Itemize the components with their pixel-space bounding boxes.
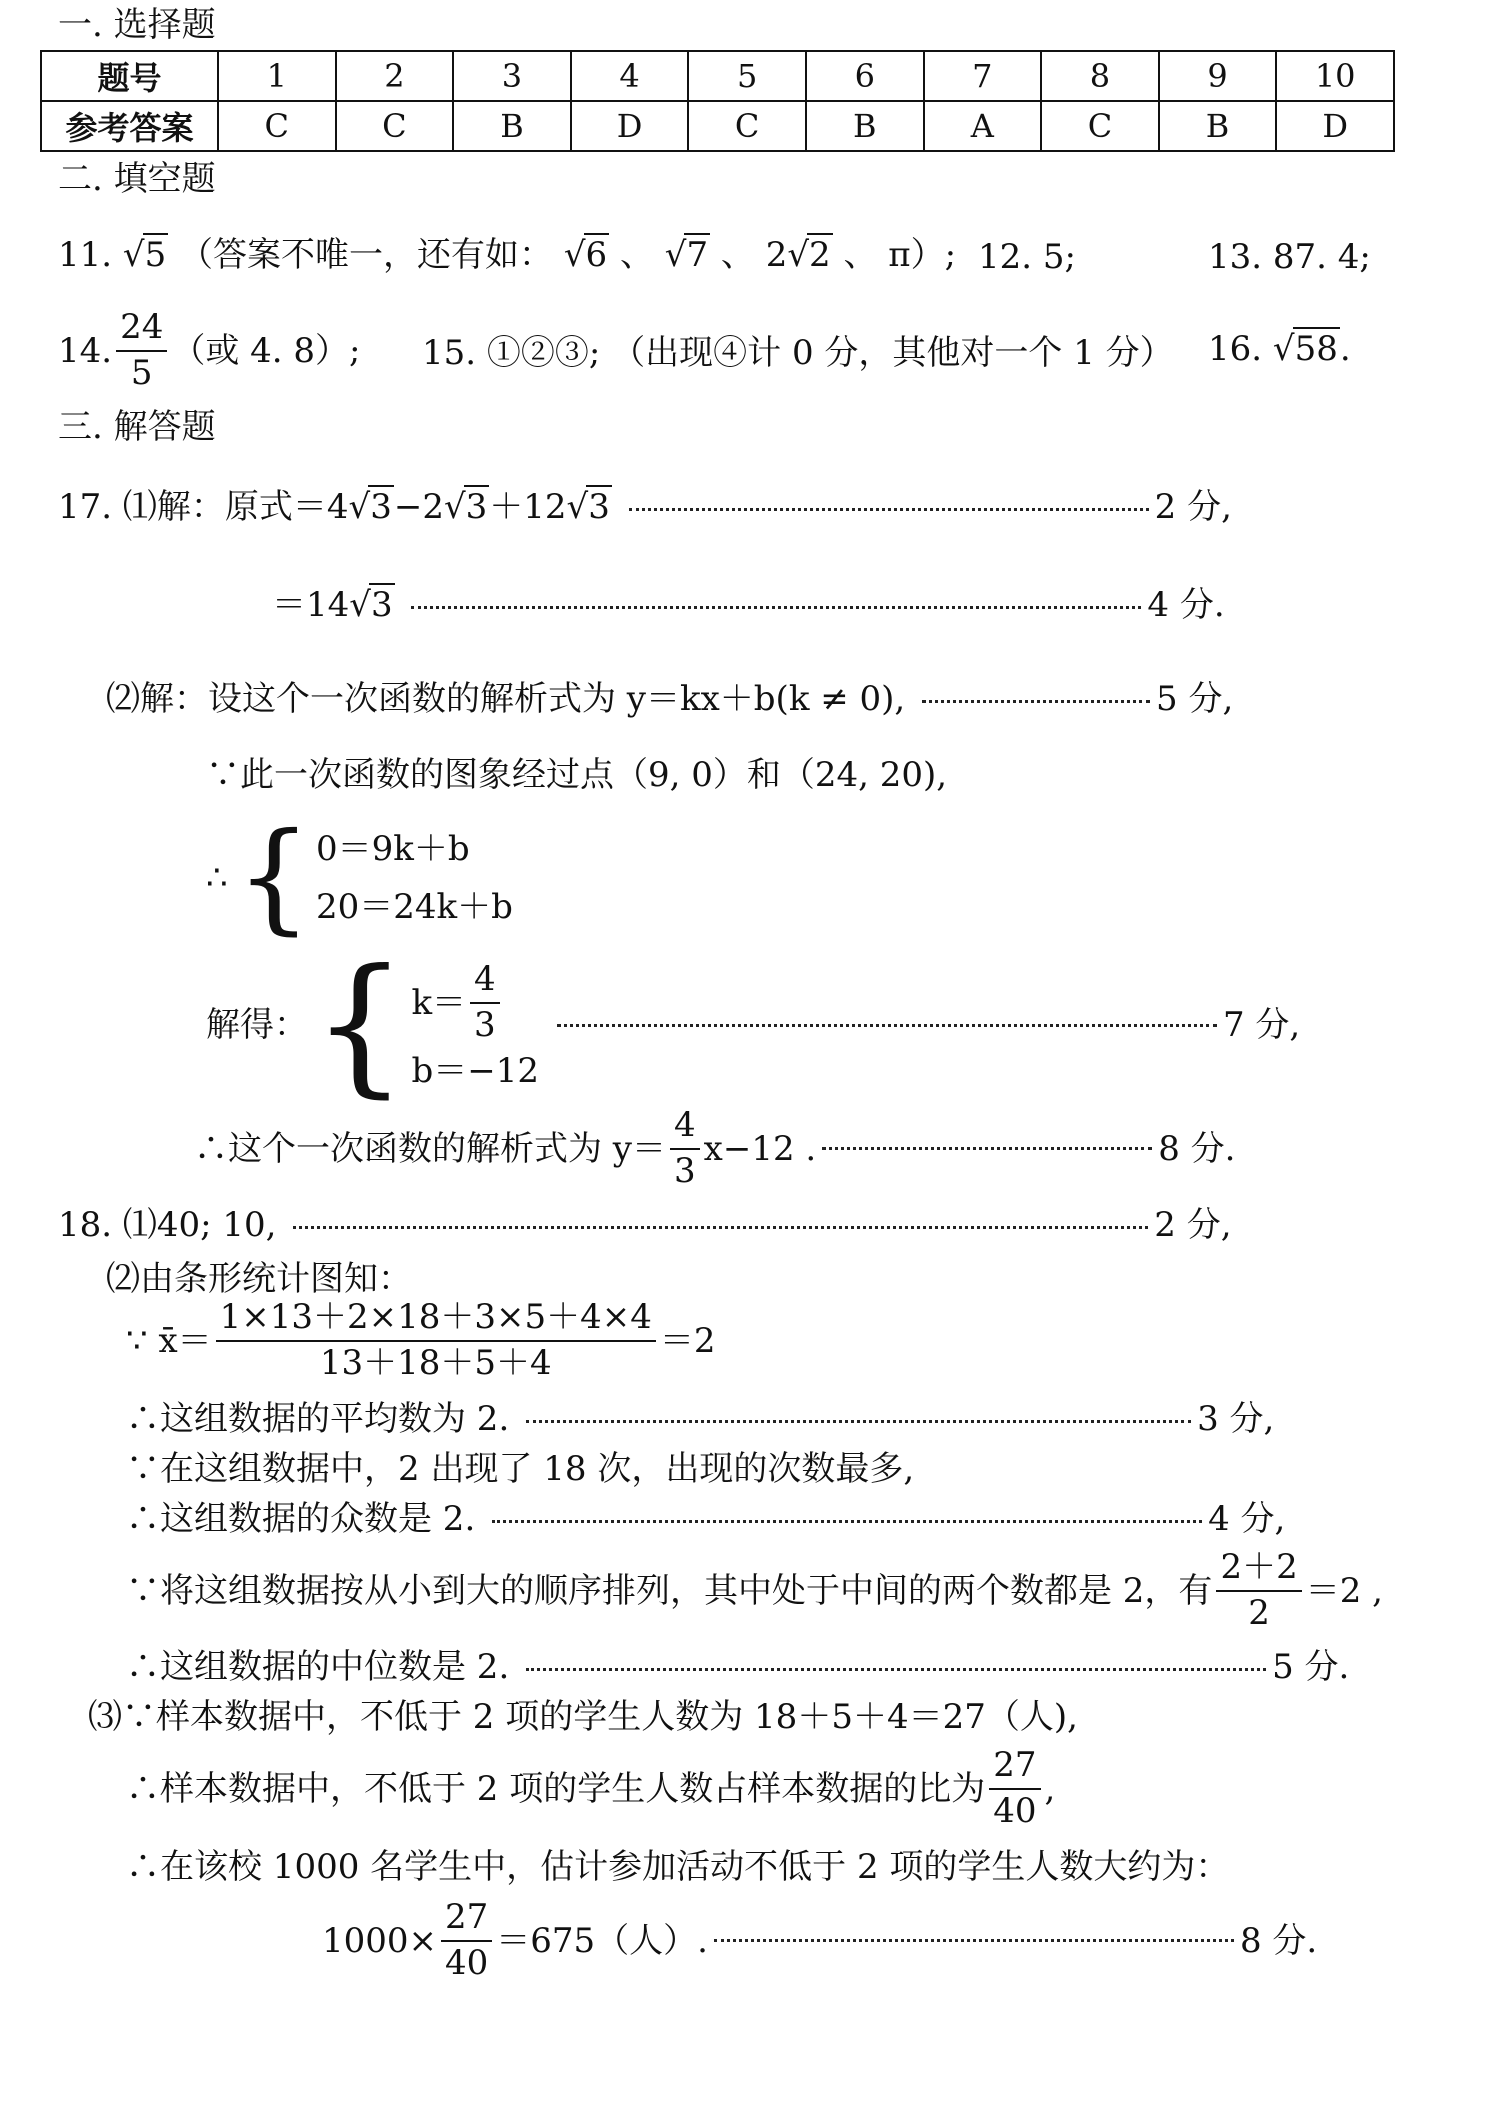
- sqrt-symbol: √: [122, 235, 145, 275]
- separator: 、: [619, 235, 654, 275]
- table-cell: 1: [218, 51, 336, 101]
- section-title-choice: 一. 选择题: [58, 5, 216, 45]
- fraction: [1216, 1547, 1301, 1633]
- table-cell: D: [1276, 101, 1394, 151]
- dotted-leader: [714, 1939, 1234, 1942]
- q14-tail: （或 4. 8）;: [171, 330, 361, 371]
- therefore-symbol: ∴: [206, 858, 228, 898]
- q18-mode-result: [126, 1499, 1286, 1539]
- score: 4 分.: [1147, 585, 1225, 625]
- table-cell: 6: [806, 51, 924, 101]
- numerator: 24: [116, 310, 167, 352]
- numerator: 2＋2: [1216, 1550, 1301, 1592]
- equation: 0＝9k＋b: [316, 829, 470, 869]
- radicand: 6: [585, 235, 608, 275]
- expr-text: ＝2: [659, 1320, 716, 1361]
- table-cell: A: [924, 101, 1042, 151]
- table-cell: 2: [336, 51, 454, 101]
- q18-mean-formula: [126, 1297, 716, 1383]
- table-cell: 10: [1276, 51, 1394, 101]
- table-cell: 3: [453, 51, 571, 101]
- q18-part3-line1: ⑶∵样本数据中，不低于 2 项的学生人数为 18＋5＋4＝27（人),: [88, 1697, 1078, 1737]
- q18-part3-final: [322, 1897, 1318, 1983]
- answer-q14: [58, 307, 361, 393]
- q11-tail: 、 π）;: [843, 235, 957, 275]
- expr-text: ,: [1044, 1768, 1056, 1809]
- answer-q16: [1208, 329, 1351, 369]
- denominator: 3: [474, 1005, 496, 1045]
- expr-text: ∵将这组数据按从小到大的顺序排列，其中处于中间的两个数都是 2，有: [126, 1570, 1213, 1611]
- table-cell: C: [1041, 101, 1159, 151]
- dotted-leader: [922, 700, 1150, 703]
- solutions: [411, 959, 539, 1091]
- fraction: [989, 1745, 1040, 1831]
- expr-text: 17. ⑴解：原式＝4: [58, 487, 349, 527]
- expr-text: ∴这组数据的中位数是 2.: [126, 1647, 510, 1687]
- q17-part1-line1: [58, 487, 1232, 527]
- score: 5 分,: [1156, 679, 1234, 719]
- score: 3 分,: [1197, 1399, 1275, 1439]
- q18-median-result: [126, 1647, 1350, 1687]
- sqrt-symbol: √: [348, 487, 371, 527]
- q11-note: （答案不唯一，还有如：: [179, 235, 554, 275]
- table-cell: B: [453, 101, 571, 151]
- q14-number: 14.: [58, 330, 113, 371]
- table-row: [41, 51, 1394, 101]
- table-cell: D: [571, 101, 689, 151]
- separator: 、: [720, 235, 755, 275]
- q18-part1: [58, 1205, 1232, 1245]
- score: 8 分.: [1239, 1920, 1318, 1961]
- expr-text: ∴样本数据中，不低于 2 项的学生人数占样本数据的比为: [126, 1768, 986, 1809]
- radicand: 3: [370, 487, 392, 527]
- numerator: 1×13＋2×18＋3×5＋4×4: [216, 1300, 656, 1342]
- table-cell: 4: [571, 51, 689, 101]
- denominator: 40: [445, 1942, 489, 1983]
- table-header-question-number: 题号: [41, 51, 218, 101]
- q17-part1-line2: [272, 585, 1225, 625]
- dotted-leader: [411, 606, 1141, 609]
- score: 2 分,: [1154, 1205, 1232, 1245]
- coefficient: 2: [765, 235, 788, 275]
- radicand: 58: [1294, 329, 1338, 369]
- fraction: [470, 959, 500, 1045]
- sqrt-symbol: √: [664, 235, 687, 275]
- table-row: [41, 101, 1394, 151]
- fraction: [216, 1297, 656, 1383]
- dotted-leader: [557, 1024, 1217, 1027]
- q16-number: 16.: [1208, 329, 1263, 369]
- expr-text: ∴这组数据的平均数为 2.: [126, 1399, 510, 1439]
- table-cell: C: [218, 101, 336, 151]
- table-cell: 8: [1041, 51, 1159, 101]
- sqrt-symbol: √: [349, 585, 371, 625]
- table-header-reference-answer: 参考答案: [41, 101, 218, 151]
- q18-part2-intro: ⑵由条形统计图知：: [106, 1259, 412, 1299]
- denominator: 5: [130, 352, 153, 393]
- solve-label: 解得：: [206, 1005, 308, 1045]
- q17-equation-system: [206, 808, 513, 947]
- dotted-leader: [526, 1420, 1191, 1423]
- solution-b: b＝−12: [411, 1050, 539, 1091]
- radicand: 7: [686, 235, 709, 275]
- equations: [316, 829, 513, 927]
- q18-mean-result: [126, 1399, 1275, 1439]
- fraction: [441, 1897, 492, 1983]
- q18-part3-line3: ∴在该校 1000 名学生中，估计参加活动不低于 2 项的学生人数大约为：: [126, 1847, 1230, 1887]
- answer-q12: 12. 5;: [978, 237, 1076, 277]
- numerator: 4: [470, 962, 500, 1004]
- expr-text: ⑵解：设这个一次函数的解析式为 y＝kx＋b(k ≠ 0),: [106, 679, 906, 719]
- score: 8 分.: [1158, 1128, 1236, 1169]
- sqrt-symbol: √: [566, 487, 589, 527]
- brace-icon: {: [312, 938, 408, 1112]
- denominator: 13＋18＋5＋4: [319, 1342, 552, 1383]
- sqrt-symbol: √: [787, 235, 810, 275]
- table-cell: 9: [1159, 51, 1277, 101]
- radicand: 2: [809, 235, 831, 275]
- expr-text: ∴这组数据的众数是 2.: [126, 1499, 476, 1539]
- q18-median-because: [126, 1547, 1383, 1633]
- dotted-leader: [822, 1147, 1152, 1150]
- sqrt-symbol: √: [563, 235, 586, 275]
- q16-tail: .: [1339, 329, 1351, 369]
- solution-k: [411, 959, 539, 1045]
- answer-q13: 13. 87. 4;: [1208, 237, 1371, 277]
- sqrt-symbol: √: [1272, 329, 1295, 369]
- answer-q15: 15. ①②③; （出现④计 0 分，其他对一个 1 分）: [422, 333, 1174, 373]
- score: 2 分,: [1154, 487, 1232, 527]
- table-cell: C: [688, 101, 806, 151]
- fraction: [116, 307, 167, 393]
- section-title-solve: 三. 解答题: [58, 407, 216, 447]
- expr-text: ∴这个一次函数的解析式为 y＝: [194, 1128, 667, 1169]
- q18-part3-line2: [126, 1745, 1056, 1831]
- expr-text: 1000×: [322, 1920, 438, 1961]
- numerator: 27: [441, 1900, 492, 1942]
- dotted-leader: [293, 1226, 1148, 1229]
- expr-text: ＝14: [272, 585, 350, 625]
- q17-part2-because: ∵此一次函数的图象经过点（9, 0）和（24, 20),: [206, 755, 948, 795]
- expr-text: ＋12: [489, 487, 567, 527]
- expr-text: ＝2 ,: [1305, 1570, 1383, 1611]
- dotted-leader: [629, 508, 1149, 511]
- q17-part2-intro: [106, 679, 1234, 719]
- expr-text: k＝: [411, 983, 467, 1023]
- expr-text: ＝675（人）.: [496, 1920, 708, 1961]
- numerator: 27: [989, 1748, 1040, 1790]
- radicand: 3: [370, 585, 393, 625]
- q17-solution-system: [206, 938, 1301, 1112]
- table-cell: 5: [688, 51, 806, 101]
- table-cell: B: [1159, 101, 1277, 151]
- table-cell: B: [806, 101, 924, 151]
- dotted-leader: [526, 1668, 1266, 1671]
- score: 5 分.: [1272, 1647, 1350, 1687]
- denominator: 40: [993, 1790, 1037, 1831]
- section-title-fill: 二. 填空题: [58, 159, 216, 199]
- dotted-leader: [492, 1520, 1202, 1523]
- numerator: 4: [670, 1108, 700, 1150]
- q17-result: [194, 1105, 1236, 1191]
- denominator: 2: [1248, 1592, 1270, 1633]
- sqrt-symbol: √: [443, 487, 466, 527]
- q18-mode-because: ∵在这组数据中，2 出现了 18 次，出现的次数最多,: [126, 1449, 915, 1489]
- table-cell: C: [336, 101, 454, 151]
- table-cell: 7: [924, 51, 1042, 101]
- q11-number: 11.: [58, 235, 113, 275]
- brace-icon: {: [235, 808, 312, 947]
- expr-text: ∵ x̄＝: [126, 1320, 212, 1361]
- radicand: 5: [144, 235, 167, 275]
- answer-q11: [58, 235, 957, 275]
- equation: 20＝24k＋b: [316, 887, 513, 927]
- expr-text: x−12 .: [703, 1128, 817, 1169]
- expr-text: 18. ⑴40; 10,: [58, 1205, 277, 1245]
- answer-table: [40, 50, 1395, 152]
- score: 4 分,: [1208, 1499, 1286, 1539]
- score: 7 分,: [1222, 1005, 1301, 1045]
- radicand: 3: [465, 487, 488, 527]
- radicand: 3: [588, 487, 610, 527]
- fraction: [670, 1105, 700, 1191]
- expr-text: −2: [393, 487, 444, 527]
- denominator: 3: [674, 1150, 696, 1191]
